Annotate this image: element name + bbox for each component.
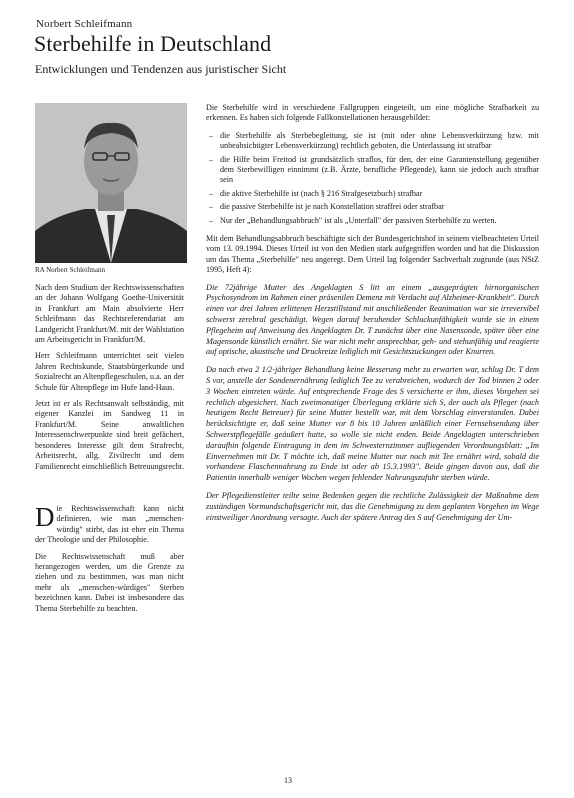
bio-paragraph-3: Jetzt ist er als Rechtsanwalt selbständig, mit eigener Kanzlei im Sandweg 11 in Frankfurt/M. Seine anwaltlichen Interessenschwerpunkte sind breit gefächert, besonderes Interesse gilt dem Strafrecht, Arbeitsrecht, allg. Zivilrecht und dem Familienrecht einschließlich Betreuungsrecht. <box>35 399 185 471</box>
page-subtitle: Entwicklungen und Tendenzen aus juristischer Sicht <box>35 62 287 76</box>
verdict-paragraph: Mit dem Behandlungsabbruch beschäftigte sich der Bundesgerichtshof in seinem vielbeachteten Urteil vom 13. 09.1994. Dieses Urteil ist von den Medien stark aufgegriffen worden und hat die Diskussion um das Thema „Sterbehilfe" neu angeregt. Dem Urteil lag folgender Sachverhalt zugrunde (aus NStZ 1995, Heft 4): <box>206 234 539 275</box>
dropcap-paragraph-text: ie Rechtswissenschaft kann nicht definieren, wie man „menschen-würdig" stirbt, das ist eher ein Thema der Theologie und der Philosophie. <box>35 503 184 545</box>
case-list-item: – Nur der „Behandlungsabbruch" ist als „Unterfall" der passiven Sterbehilfe zu werten. <box>206 216 539 226</box>
case-facts-paragraph-1: Die 72jährige Mutter des Angeklagten S litt an einem „ausgeprägten hirnorganischen Psychosyndrom im Rahmen einer präsenilen Demenz mit Verdacht auf Alzheimer-Krankheit". Durch einen vor drei Jahren erlittenen Herzstillstand mit anschließender Reanimation war sie irreversibel schwerst zerebral geschädigt. Wegen darauf beruhender Schluckunfähigkeit wurde sie in einem Pflegeheim auf Anweisung des Angeklagten Dr. T zunächst über eine Nasensonde, später über eine Magensonde künstlich ernährt. Sie war nicht mehr ansprechbar, geh- und stehunfähig und reagierte auf optische, akustische und Druckreize lediglich mit Gesichtszuckungen oder Knurren. <box>206 282 539 357</box>
left-column <box>35 283 184 620</box>
case-list-item: – die Sterbehilfe als Sterbebegleitung, sie ist (mit oder ohne Lebensverkürzung bzw. mit unbeabsichtigter Lebensverkürzung) rechtlich geboten, die Unterlassung ist strafbar <box>206 131 539 152</box>
page-title: Sterbehilfe in Deutschland <box>34 31 272 56</box>
case-list-item: – die aktive Sterbehilfe ist (nach § 216 Strafgesetzbuch) strafbar <box>206 189 539 199</box>
left-final-paragraph: Die Rechtswissenschaft muß aber herangezogen werden, um die Grenze zu ziehen und zu bestimmen, was man nicht mehr als „menschen-würdiges" Sterben bezeichnen kann. Dabei ist insbesondere das Thema Sterbehilfe zu beachten. <box>35 551 184 613</box>
dropcap-letter: D <box>35 501 55 532</box>
case-facts-paragraph-3: Der Pflegedienstleiter teilte seine Bedenken gegen die rechtliche Zulässigkeit der Maßnahme dem zuständigen Vormundschaftsgericht mit, das die Genehmigung zu dem geplanten Vorgehen im Wege einstweiliger Anordnung versagte. Auch der spätere Antrag des S auf Genehmigung der Um- <box>206 491 539 522</box>
author-name: Norbert Schleifmann <box>36 18 133 30</box>
right-column <box>206 103 539 530</box>
photo-caption: RA Norbert Schleifmann <box>35 266 105 274</box>
page-number: 13 <box>284 776 292 785</box>
bio-paragraph-1: Nach dem Studium der Rechtswissenschaften an der Johann Wolfgang Goethe-Universität in Frankfurt am Main absolvierte Herr Schleifmann das Rechtsreferendariat am Landgericht Frankfurt/M. mit der Wahlstation am Arbeitsgericht in Frankfurt/M. <box>35 283 184 345</box>
intro-paragraph <box>35 501 184 546</box>
intro-text: Die Sterbehilfe wird in verschiedene Fallgruppen eingeteilt, um eine mögliche Strafbarkeit zu erkennen. Es haben sich folgende Fallkonstellationen herausgebildet: <box>206 103 539 123</box>
case-list <box>206 131 539 226</box>
case-list-item: – die passive Sterbehilfe ist je nach Konstellation straffrei oder strafbar <box>206 202 539 212</box>
bio-paragraph-2: Herr Schleifmann unterrichtet seit vielen Jahren Rechtskunde, Staatsbürgerkunde und Sozialrecht an Altenpflegeschulen, u.a. an der Schule für Altenpflege im Hufe land-Haus. <box>35 351 184 392</box>
case-facts-paragraph-2: Da nach etwa 2 1/2-jähriger Behandlung keine Besserung mehr zu erwarten war, schlug Dr. T dem S vor, anstelle der Sondenernährung lediglich Tee zu verabreichen, wodurch der Tod binnen 2 oder 3 Wochen eintreten würde. Auf entsprechende Frage des S versicherte er ihm, dieses Vorgehen sei rechtlich abgesichert. Nach zweimonatiger Überlegung erklärte sich S, der auch als Pfleger (nach heutigem Recht Betreuer) für seine Mutter bestellt war, mit dem Vorschlag einverstanden. Dabei berücksichtigte er, daß seine Mutter vor 8 bis 10 Jahren anläßlich einer Fernsehsendung über Schwerstpflegefälle geäußert hatte, so wolle sie nicht enden. Beide Angeklagten unterschrieben daraufhin folgende Eintragung in dem im Schwesternzimmer aufliegenden Verordnungsblatt: „Im Einvernehmen mit Dr. T möchte ich, daß meine Mutter nur noch mit Tee ernährt wird, sobald die vorhandene Flaschennahrung zu Ende ist oder ab 15.3.1993". Beide gingen davon aus, daß die Patientin innerhalb weniger Wochen wegen fehlender Nahrungszufuhr sterben würde. <box>206 365 539 483</box>
portrait-image <box>35 103 187 263</box>
case-list-item: – die Hilfe beim Freitod ist grundsätzlich straflos, für den, der eine Garantenstellung gegenüber dem Sterbewilligen einnimmt (z.B. Ärzte, berufliche Pflegende), kann sie jedoch auch strafbar sein <box>206 155 539 186</box>
author-photo <box>35 103 187 263</box>
